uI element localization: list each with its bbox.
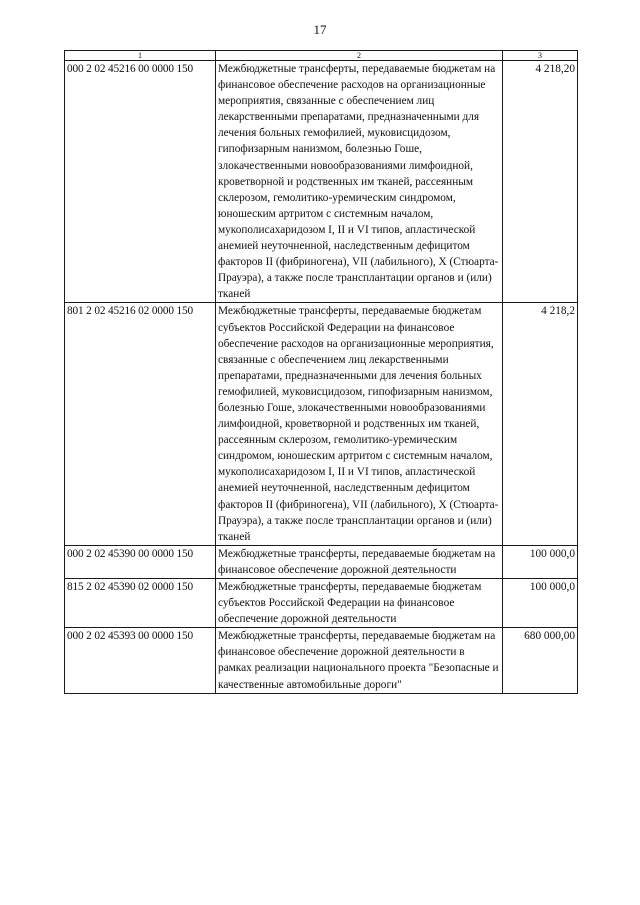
budget-code-cell: 000 2 02 45216 00 0000 150 xyxy=(65,61,216,303)
column-header-code: 1 xyxy=(65,51,216,61)
budget-table xyxy=(64,50,578,694)
description-cell: Межбюджетные трансферты, передаваемые бюджетам на финансовое обеспечение расходов на организационные мероприятия, связанные с обеспечением лиц лекарственными препаратами, предназначенными для лечения больных гемофилией, муковисцидозом, гипофизарным нанизмом, болезнью Гоше, злокачественными новообразованиями лимфоидной, кроветворной и родственных им тканей, рассеянным склерозом, гемолитико-уремическим синдромом, юношеским артритом с системным началом, мукополисахаридозом I, II и VI типов, апластической анемией неуточненной, наследственным дефицитом факторов II (фибриногена), VII (лабильного), X (Стюарта-Прауэра), а также после трансплантации органов и (или) тканей xyxy=(216,61,503,303)
budget-code-cell: 801 2 02 45216 02 0000 150 xyxy=(65,303,216,545)
amount-cell: 4 218,20 xyxy=(503,61,578,303)
table-row xyxy=(65,61,578,303)
table-row xyxy=(65,545,578,578)
budget-code-cell: 000 2 02 45390 00 0000 150 xyxy=(65,545,216,578)
description-cell: Межбюджетные трансферты, передаваемые бюджетам субъектов Российской Федерации на финансовое обеспечение расходов на организационные мероприятия, связанные с обеспечением лиц лекарственными препаратами, предназначенными для лечения больных гемофилией, муковисцидозом, гипофизарным нанизмом, болезнью Гоше, злокачественными новообразованиями лимфоидной, кроветворной и родственных им тканей, рассеянным склерозом, гемолитико-уремическим синдромом, юношеским артритом с системным началом, мукополисахаридозом I, II и VI типов, апластической анемией неуточненной, наследственным дефицитом факторов II (фибриногена), VII (лабильного), X (Стюарта-Прауэра), а также после трансплантации органов и (или) тканей xyxy=(216,303,503,545)
description-cell: Межбюджетные трансферты, передаваемые бюджетам на финансовое обеспечение дорожной деятельности в рамках реализации национального проекта "Безопасные и качественные автомобильные дороги" xyxy=(216,628,503,693)
table-row xyxy=(65,303,578,545)
table-row xyxy=(65,579,578,628)
budget-code-cell: 815 2 02 45390 02 0000 150 xyxy=(65,579,216,628)
amount-cell: 100 000,0 xyxy=(503,545,578,578)
column-header-row xyxy=(65,51,578,61)
amount-cell: 680 000,00 xyxy=(503,628,578,693)
amount-cell: 100 000,0 xyxy=(503,579,578,628)
budget-code-cell: 000 2 02 45393 00 0000 150 xyxy=(65,628,216,693)
table-row xyxy=(65,628,578,693)
description-cell: Межбюджетные трансферты, передаваемые бюджетам на финансовое обеспечение дорожной деятельности xyxy=(216,545,503,578)
page-number: 17 xyxy=(313,22,327,37)
column-header-description: 2 xyxy=(216,51,503,61)
description-cell: Межбюджетные трансферты, передаваемые бюджетам субъектов Российской Федерации на финансовое обеспечение дорожной деятельности xyxy=(216,579,503,628)
amount-cell: 4 218,2 xyxy=(503,303,578,545)
column-header-amount: 3 xyxy=(503,51,578,61)
